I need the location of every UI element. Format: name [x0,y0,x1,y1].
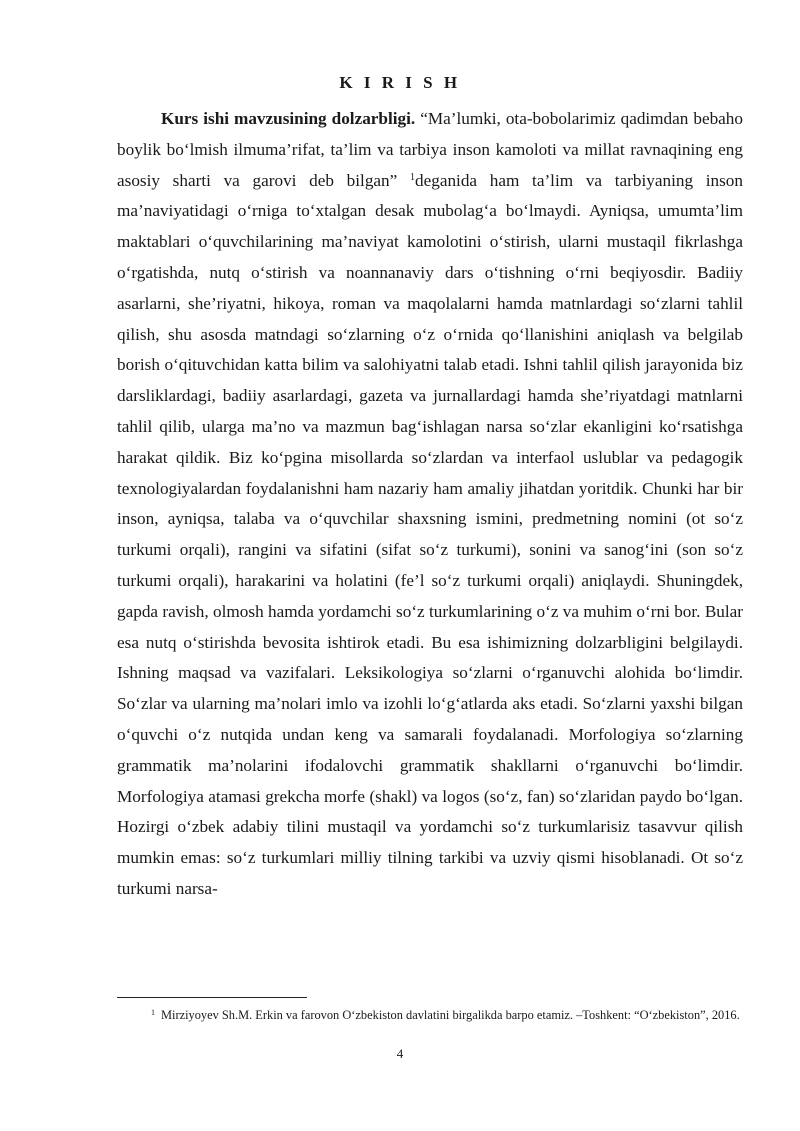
footnote-text: Mirziyoyev Sh.M. Erkin va farovon O‘zbekiston davlatini birgalikda barpo etamiz. –Toshkent: “O‘zbekiston”, 2016. [161,1008,740,1022]
footnote [117,1005,743,1026]
footnote-reference[interactable]: 1 [410,171,415,183]
lead-heading: Kurs ishi mavzusining dolzarbligi. [161,109,416,128]
footnote-number: 1 [151,1008,155,1017]
paragraph-text: deganida ham ta’lim va tarbiyaning inson ma’naviyatidagi o‘rniga to‘xtalgan desak mubolag‘a bo‘lmaydi. Ayniqsa, umumta’lim maktablari o‘quvchilarining ma’naviyat kamolotini o‘stirish, ularni mustaqil fikrlashga o‘rgatishda, nutq o‘stirish va noannanaviy dars o‘tishning o‘rni beqiyosdir. Badiiy asarlarni, she’riyatni, hikoya, roman va maqolalarni hamda matnlardagi so‘zlarni tahlil qilish, shu asosda matndagi so‘zlarning o‘z o‘rnida qo‘llanishini aniqlash va belgilab borish o‘qituvchidan katta bilim va salohiyatni talab etadi. Ishni tahlil qilish jarayonida biz darsliklardagi, badiiy asarlardagi, gazeta va jurnallardagi hamda she’riyatdagi matnlarni tahlil qilib, ularga ma’no va mazmun bag‘ishlagan narsa so‘zlar ekanligini ko‘rsatishga harakat qildik. Biz ko‘pgina misollarda so‘zlardan va interfaol uslublar va pedagogik texnologiyalardan foydalanishni ham nazariy ham amaliy jihatdan yoritdik. Chunki har bir inson, ayniqsa, talaba va o‘quvchilar shaxsning ismini, predmetning nomini (ot so‘z turkumi orqali), rangini va sifatini (sifat so‘z turkumi), sonini va sanog‘ini (son so‘z turkumi orqali), harakarini va holatini (fe’l so‘z turkumi orqali) aniqlaydi. Shuningdek, gapda ravish, olmosh hamda yordamchi so‘z turkumlarining o‘z va muhim o‘rni bor. Bular esa nutq o‘stirishda bevosita ishtirok etadi. Bu esa ishimizning dolzarbligini belgilaydi. Ishning maqsad va vazifalari. Leksikologiya so‘zlarni o‘rganuvchi alohida bo‘limdir. So‘zlar va ularning ma’nolari imlo va izohli lo‘g‘atlarda aks etadi. So‘zlarni yaxshi bilgan o‘quvchi o‘z nutqida undan keng va samarali foydalanadi. Morfologiya so‘zlarning grammatik ma’nolarini ifodalovchi grammatik shakllarni o‘rganuvchi bo‘limdir. Morfologiya atamasi grekcha morfe (shakl) va logos (so‘z, fan) so‘zlaridan paydo bo‘lgan. Hozirgi o‘zbek adabiy tilini mustaqil va yordamchi so‘z turkumlarisiz tasavvur qilish mumkin emas: so‘z turkumlari milliy tilning tarkibi va uzviy qismi hisoblanadi. Ot so‘z turkumi narsa- [117,170,743,898]
footnote-divider [117,997,307,998]
page-number: 4 [396,1046,404,1061]
body-paragraph [117,104,743,905]
quote-text: “Ma’lumki, ota-bobolarimiz qadimdan bebaho boylik bo‘lmish ilmuma’rifat, ta’lim va tarbiya inson kamoloti va millat ravnaqining eng asosiy sharti va garovi deb bilgan” [117,109,743,190]
section-title: K I R I S H [339,73,461,92]
